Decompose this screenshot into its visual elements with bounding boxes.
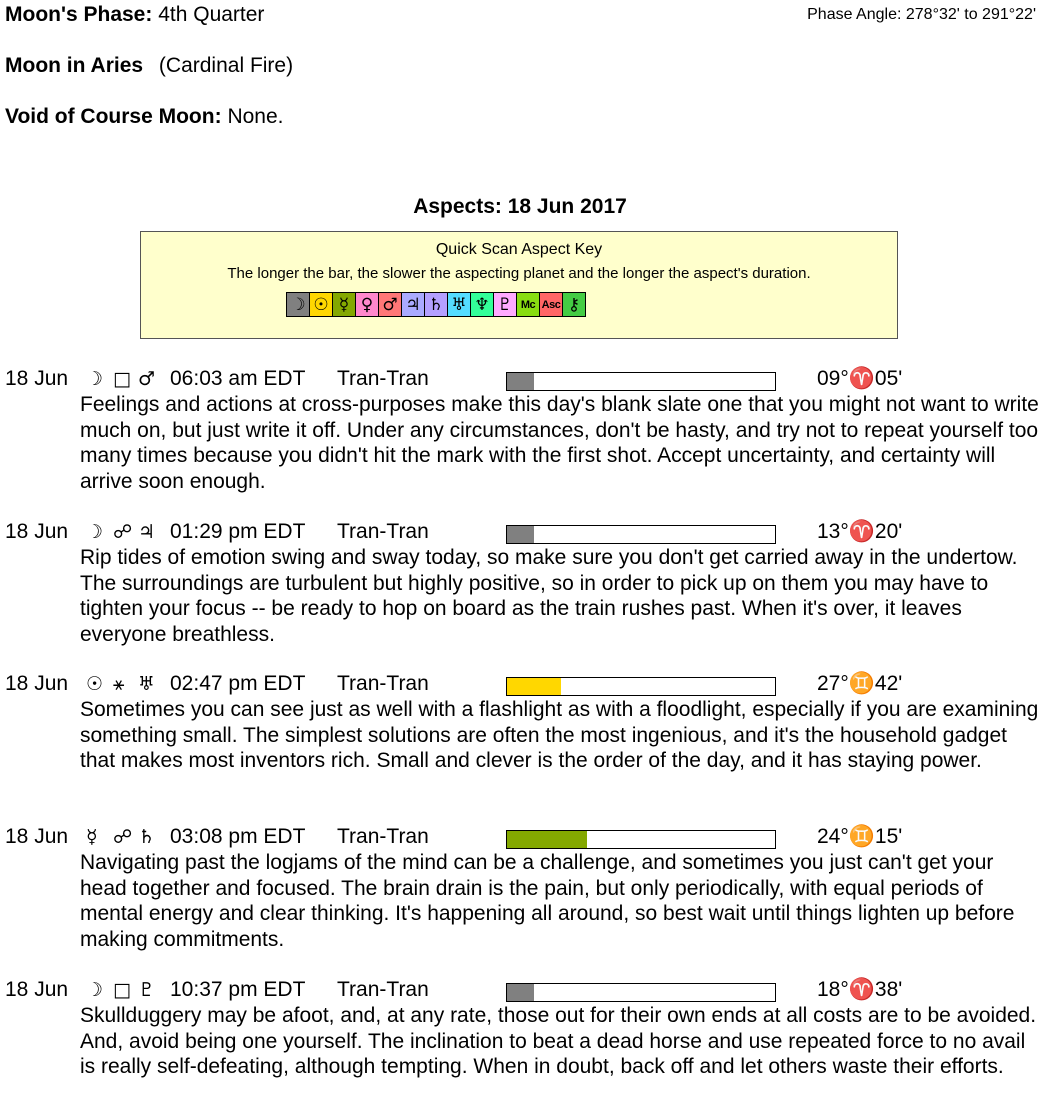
aspect-date: 18 Jun: [5, 520, 69, 543]
aspect-duration-bar: [506, 677, 776, 696]
void-of-course-line: [5, 105, 283, 129]
aspect-planet-1-icon: ☽: [86, 368, 104, 390]
aspect-duration-bar-fill: [507, 984, 534, 1001]
aspect-time: 01:29 pm EDT: [170, 520, 306, 543]
aspect-position: 09°♈05': [817, 367, 903, 390]
aspect-description: Sometimes you can see just as well with a flashlight as with a floodlight, especially if you are examining something small. The simplest solutions are often the most ingenious, and it's the household gadget that makes most inventors rich. Small and clever is the order of the day, and it has staying power.: [80, 698, 1039, 772]
aspect-planet-2-icon: ♇: [138, 979, 156, 1001]
aspect-position: 13°♈20': [817, 520, 903, 543]
moon-sign-value: (Cardinal Fire): [158, 54, 294, 77]
phase-angle: Phase Angle: 278°32' to 291°22': [807, 6, 1036, 23]
aspect-description: Rip tides of emotion swing and sway today, so make sure you don't get carried away in the undertow. The surroundings are turbulent but highly positive, so in order to pick up on them you may have to tighten your focus -- be ready to hop on board as the train rushes past. When it's over, it leaves everyone breathless.: [80, 546, 1018, 646]
aspect-duration-bar-fill: [507, 373, 534, 390]
moon-key-icon: ☽: [286, 292, 310, 317]
aspect-planet-1-icon: ☉: [86, 673, 104, 695]
aspect-planet-1-icon: ☽: [86, 979, 104, 1001]
aspect-description: Navigating past the logjams of the mind can be a challenge, and sometimes you just can't get your head together and focused. The brain drain is the pain, but only periodically, with equal periods of mental energy and clear thinking. It's happening all around, so best wait until things lighten up before making commitments.: [80, 851, 1015, 951]
moon-phase-value: 4th Quarter: [158, 3, 265, 26]
aspect-key-box: [140, 231, 898, 339]
asc-key-icon: Asc: [539, 292, 563, 317]
aspect-time: 03:08 pm EDT: [170, 825, 306, 848]
aspect-planet-2-icon: ♄: [138, 826, 156, 848]
aspect-key-title: Quick Scan Aspect Key: [435, 241, 603, 258]
moon-phase-line: [5, 3, 264, 27]
aspect-planet-1-icon: ☿: [86, 826, 98, 848]
aspect-date: 18 Jun: [5, 672, 69, 695]
neptune-key-icon: ♆: [470, 292, 494, 317]
aspect-position: 18°♈38': [817, 978, 903, 1001]
aspect-duration-bar: [506, 983, 776, 1002]
moon-sign-label: Moon in Aries: [5, 54, 144, 77]
jupiter-key-icon: ♃: [401, 292, 425, 317]
aspect-key-icons: [286, 292, 585, 317]
mars-key-icon: ♂: [378, 292, 402, 317]
saturn-key-icon: ♄: [424, 292, 448, 317]
void-label: Void of Course Moon:: [5, 105, 222, 128]
uranus-key-icon: ♅: [447, 292, 471, 317]
aspect-transit-type: Tran-Tran: [337, 825, 429, 848]
aspect-transit-type: Tran-Tran: [337, 978, 429, 1001]
aspect-transit-type: Tran-Tran: [337, 672, 429, 695]
aspect-duration-bar: [506, 372, 776, 391]
aspect-transit-type: Tran-Tran: [337, 520, 429, 543]
mc-key-icon: Mc: [516, 292, 540, 317]
sun-key-icon: ☉: [309, 292, 333, 317]
aspect-planet-2-icon: ♅: [138, 673, 156, 695]
aspects-title: Aspects: 18 Jun 2017: [413, 195, 627, 218]
aspect-duration-bar-fill: [507, 678, 561, 695]
mercury-key-icon: ☿: [332, 292, 356, 317]
aspect-duration-bar-fill: [507, 526, 534, 543]
aspect-date: 18 Jun: [5, 825, 69, 848]
venus-key-icon: ♀: [355, 292, 379, 317]
aspect-position: 24°♊15': [817, 825, 903, 848]
aspect-position: 27°♊42': [817, 672, 903, 695]
aspect-duration-bar-fill: [507, 831, 587, 848]
aspect-type-icon: ☍: [113, 521, 133, 543]
aspect-planet-2-icon: ♂: [138, 368, 156, 390]
moon-phase-label: Moon's Phase:: [5, 3, 153, 26]
aspect-time: 02:47 pm EDT: [170, 672, 306, 695]
moon-sign-line: [5, 54, 293, 78]
aspect-description: Skullduggery may be afoot, and, at any rate, those out for their own ends at all costs are to be avoided. And, avoid being one yourself. The inclination to beat a dead horse and use repeated force to no avail is really self-defeating, although tempting. When in doubt, back off and let others waste their efforts.: [80, 1004, 1037, 1078]
aspect-type-icon: □: [113, 979, 131, 1001]
aspect-time: 06:03 am EDT: [170, 367, 306, 390]
aspect-type-icon: ☍: [113, 826, 133, 848]
aspect-date: 18 Jun: [5, 367, 69, 390]
chiron-key-icon: ⚷: [562, 292, 586, 317]
aspect-date: 18 Jun: [5, 978, 69, 1001]
aspect-description: Feelings and actions at cross-purposes make this day's blank slate one that you might not want to write much on, but just write it off. Under any circumstances, don't be hasty, and try not to repeat yourself too many times because you didn't hit the mark with the first shot. Accept uncertainty, and certainty will arrive soon enough.: [80, 393, 1039, 493]
aspect-type-icon: ⚹: [113, 673, 125, 695]
aspect-duration-bar: [506, 830, 776, 849]
aspect-duration-bar: [506, 525, 776, 544]
aspect-transit-type: Tran-Tran: [337, 367, 429, 390]
aspect-type-icon: □: [113, 368, 131, 390]
aspect-planet-2-icon: ♃: [138, 521, 156, 543]
pluto-key-icon: ♇: [493, 292, 517, 317]
void-value: None.: [227, 105, 284, 128]
aspect-time: 10:37 pm EDT: [170, 978, 306, 1001]
aspect-planet-1-icon: ☽: [86, 521, 104, 543]
aspect-key-description: The longer the bar, the slower the aspecting planet and the longer the aspect's duration.: [227, 265, 811, 282]
